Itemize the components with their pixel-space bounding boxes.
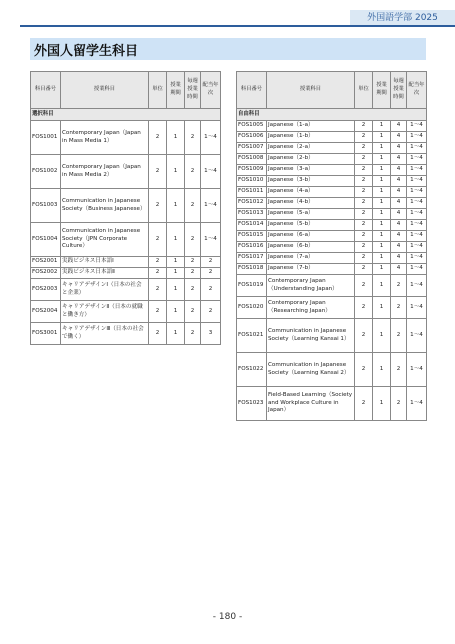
cell-year: 2 — [201, 268, 221, 279]
page-number: - 180 - — [212, 612, 243, 622]
cell-credits: 2 — [149, 323, 167, 345]
cell-credits: 2 — [355, 231, 373, 242]
cell-hours: 4 — [391, 253, 407, 264]
cell-credits: 2 — [149, 279, 167, 301]
cell-code: FOS3001 — [31, 323, 61, 345]
cell-code: FOS1017 — [237, 253, 267, 264]
cell-name: Japanese（4-a） — [267, 187, 355, 198]
cell-year: 1〜4 — [407, 176, 427, 187]
cell-credits: 2 — [149, 155, 167, 189]
cell-code: FOS1012 — [237, 198, 267, 209]
cell-year: 1〜4 — [407, 264, 427, 275]
table-row — [31, 257, 221, 268]
cell-hours: 4 — [391, 165, 407, 176]
cell-name: Communication in Japanese Society（Learning Kansai 1） — [267, 319, 355, 353]
cell-term: 1 — [167, 155, 185, 189]
cell-code: FOS1018 — [237, 264, 267, 275]
cell-hours: 2 — [391, 353, 407, 387]
cell-year: 1〜4 — [407, 353, 427, 387]
cell-code: FOS1019 — [237, 275, 267, 297]
table-row — [237, 353, 427, 387]
cell-term: 1 — [167, 279, 185, 301]
col-code-header: 科目番号 — [237, 72, 267, 109]
cell-name: Japanese（2-b） — [267, 154, 355, 165]
cell-code: FOS1010 — [237, 176, 267, 187]
cell-code: FOS2004 — [31, 301, 61, 323]
cell-code: FOS1020 — [237, 297, 267, 319]
cell-credits: 2 — [355, 275, 373, 297]
cell-year: 1〜4 — [407, 275, 427, 297]
cell-name: キャリアデザインⅡ（日本の就職と働き方） — [61, 301, 149, 323]
cell-term: 1 — [167, 323, 185, 345]
cell-code: FOS1009 — [237, 165, 267, 176]
cell-year: 1〜4 — [407, 231, 427, 242]
cell-name: Japanese（2-a） — [267, 143, 355, 154]
cell-code: FOS1023 — [237, 387, 267, 421]
cell-term: 1 — [167, 257, 185, 268]
cell-name: Japanese（6-a） — [267, 231, 355, 242]
table-row — [31, 121, 221, 155]
table-row — [237, 242, 427, 253]
cell-name: Contemporary Japan（Understanding Japan） — [267, 275, 355, 297]
elective-courses-table — [30, 71, 221, 345]
table-row — [237, 297, 427, 319]
cell-code: FOS1014 — [237, 220, 267, 231]
table-row — [237, 319, 427, 353]
cell-credits: 2 — [355, 253, 373, 264]
cell-year: 1〜4 — [407, 220, 427, 231]
cell-credits: 2 — [149, 301, 167, 323]
cell-name: Japanese（5-a） — [267, 209, 355, 220]
cell-code: FOS1011 — [237, 187, 267, 198]
cell-code: FOS1005 — [237, 121, 267, 132]
cell-hours: 4 — [391, 143, 407, 154]
cell-credits: 2 — [355, 165, 373, 176]
cell-year: 1〜4 — [407, 143, 427, 154]
cell-year: 1〜4 — [407, 187, 427, 198]
cell-year: 1〜4 — [407, 198, 427, 209]
cell-term: 1 — [373, 165, 391, 176]
cell-credits: 2 — [149, 189, 167, 223]
table-header-row — [237, 72, 427, 109]
cell-term: 1 — [167, 268, 185, 279]
cell-term: 1 — [373, 275, 391, 297]
cell-year: 1〜4 — [201, 189, 221, 223]
cell-hours: 4 — [391, 264, 407, 275]
cell-credits: 2 — [355, 132, 373, 143]
cell-code: FOS1021 — [237, 319, 267, 353]
cell-year: 2 — [201, 257, 221, 268]
cell-name: Japanese（7-a） — [267, 253, 355, 264]
cell-name: Japanese（3-b） — [267, 176, 355, 187]
cell-code: FOS1015 — [237, 231, 267, 242]
col-hours-header: 毎週授業時間 — [391, 72, 407, 109]
cell-term: 1 — [167, 301, 185, 323]
cell-term: 1 — [373, 231, 391, 242]
cell-credits: 2 — [355, 353, 373, 387]
cell-year: 1〜4 — [407, 209, 427, 220]
cell-name: Japanese（1-b） — [267, 132, 355, 143]
cell-term: 1 — [167, 189, 185, 223]
table-row — [237, 209, 427, 220]
cell-term: 1 — [373, 242, 391, 253]
cell-hours: 4 — [391, 154, 407, 165]
cell-term: 1 — [373, 353, 391, 387]
free-courses-table — [236, 71, 427, 421]
cell-term: 1 — [167, 121, 185, 155]
cell-hours: 2 — [391, 319, 407, 353]
cell-hours: 4 — [391, 176, 407, 187]
cell-year: 3 — [201, 323, 221, 345]
cell-hours: 2 — [185, 155, 201, 189]
faculty-year-tab: 外国語学部 2025 — [350, 10, 455, 27]
section-label: 自由科目 — [237, 109, 427, 121]
table-header-row — [31, 72, 221, 109]
cell-term: 1 — [373, 176, 391, 187]
cell-year: 1〜4 — [407, 165, 427, 176]
table-row — [237, 143, 427, 154]
cell-name: Japanese（7-b） — [267, 264, 355, 275]
cell-year: 1〜4 — [407, 121, 427, 132]
cell-term: 1 — [373, 319, 391, 353]
cell-term: 1 — [373, 187, 391, 198]
cell-hours: 2 — [185, 257, 201, 268]
cell-name: 実践ビジネス日本語Ⅱ — [61, 268, 149, 279]
cell-name: Communication in Japanese Society（Learning Kansai 2） — [267, 353, 355, 387]
cell-credits: 2 — [355, 176, 373, 187]
col-credits-header: 単位 — [149, 72, 167, 109]
table-row — [237, 231, 427, 242]
col-hours-header: 毎週授業時間 — [185, 72, 201, 109]
cell-hours: 4 — [391, 121, 407, 132]
cell-hours: 2 — [185, 279, 201, 301]
cell-year: 1〜4 — [407, 387, 427, 421]
col-name-header: 授業科目 — [61, 72, 149, 109]
table-row — [237, 264, 427, 275]
table-row — [31, 301, 221, 323]
cell-name: Japanese（1-a） — [267, 121, 355, 132]
cell-name: Japanese（3-a） — [267, 165, 355, 176]
cell-code: FOS1007 — [237, 143, 267, 154]
cell-name: Communication in Japanese Society（Business Japanese） — [61, 189, 149, 223]
cell-hours: 2 — [391, 275, 407, 297]
cell-credits: 2 — [355, 387, 373, 421]
table-row — [237, 154, 427, 165]
cell-year: 2 — [201, 279, 221, 301]
cell-hours: 4 — [391, 187, 407, 198]
cell-year: 1〜4 — [407, 242, 427, 253]
cell-year: 2 — [201, 301, 221, 323]
cell-name: Japanese（5-b） — [267, 220, 355, 231]
cell-credits: 2 — [355, 209, 373, 220]
cell-credits: 2 — [355, 242, 373, 253]
cell-code: FOS2001 — [31, 257, 61, 268]
cell-term: 1 — [373, 387, 391, 421]
cell-term: 1 — [373, 297, 391, 319]
table-row — [237, 121, 427, 132]
cell-code: FOS1022 — [237, 353, 267, 387]
cell-credits: 2 — [355, 121, 373, 132]
table-row — [31, 223, 221, 257]
cell-year: 1〜4 — [407, 132, 427, 143]
cell-name: Contemporary Japan（Japan in Mass Media 1） — [61, 121, 149, 155]
cell-credits: 2 — [355, 154, 373, 165]
table-row — [237, 176, 427, 187]
cell-credits: 2 — [149, 257, 167, 268]
cell-code: FOS1004 — [31, 223, 61, 257]
table-row — [237, 275, 427, 297]
cell-name: Communication in Japanese Society（JPN Corporate Culture） — [61, 223, 149, 257]
cell-term: 1 — [373, 209, 391, 220]
col-code-header: 科目番号 — [31, 72, 61, 109]
cell-credits: 2 — [355, 319, 373, 353]
cell-name: 実践ビジネス日本語Ⅰ — [61, 257, 149, 268]
cell-code: FOS2003 — [31, 279, 61, 301]
cell-code: FOS1016 — [237, 242, 267, 253]
table-row — [31, 268, 221, 279]
table-row — [237, 132, 427, 143]
col-credits-header: 単位 — [355, 72, 373, 109]
cell-term: 1 — [373, 154, 391, 165]
header-rule — [20, 25, 455, 27]
cell-hours: 4 — [391, 231, 407, 242]
cell-credits: 2 — [355, 220, 373, 231]
cell-name: Field-Based Learning（Society and Workplace Culture in Japan） — [267, 387, 355, 421]
cell-credits: 2 — [355, 264, 373, 275]
col-name-header: 授業科目 — [267, 72, 355, 109]
cell-name: Japanese（4-b） — [267, 198, 355, 209]
page-title: 外国人留学生科目 — [34, 44, 139, 59]
cell-name: キャリアデザインⅠ（日本の社会と企業） — [61, 279, 149, 301]
cell-hours: 2 — [185, 268, 201, 279]
cell-year: 1〜4 — [201, 155, 221, 189]
cell-credits: 2 — [355, 187, 373, 198]
cell-term: 1 — [373, 253, 391, 264]
table-row — [31, 155, 221, 189]
cell-name: Japanese（6-b） — [267, 242, 355, 253]
cell-credits: 2 — [149, 268, 167, 279]
cell-year: 1〜4 — [407, 297, 427, 319]
cell-year: 1〜4 — [407, 319, 427, 353]
cell-credits: 2 — [149, 223, 167, 257]
cell-credits: 2 — [355, 297, 373, 319]
cell-name: Contemporary Japan（Researching Japan） — [267, 297, 355, 319]
cell-term: 1 — [373, 198, 391, 209]
cell-hours: 2 — [185, 301, 201, 323]
cell-term: 1 — [373, 220, 391, 231]
table-row — [237, 220, 427, 231]
cell-year: 1〜4 — [407, 253, 427, 264]
cell-credits: 2 — [149, 121, 167, 155]
cell-hours: 4 — [391, 198, 407, 209]
cell-code: FOS1006 — [237, 132, 267, 143]
cell-hours: 2 — [185, 323, 201, 345]
cell-hours: 4 — [391, 220, 407, 231]
cell-hours: 2 — [185, 189, 201, 223]
cell-hours: 4 — [391, 242, 407, 253]
cell-code: FOS1003 — [31, 189, 61, 223]
cell-hours: 2 — [391, 387, 407, 421]
col-term-header: 授業期間 — [167, 72, 185, 109]
cell-term: 1 — [373, 121, 391, 132]
cell-credits: 2 — [355, 143, 373, 154]
cell-hours: 2 — [185, 223, 201, 257]
col-year-header: 配当年次 — [201, 72, 221, 109]
cell-code: FOS1013 — [237, 209, 267, 220]
cell-hours: 2 — [391, 297, 407, 319]
cell-name: キャリアデザインⅢ（日本の社会で働く） — [61, 323, 149, 345]
cell-code: FOS1002 — [31, 155, 61, 189]
cell-hours: 4 — [391, 132, 407, 143]
section-title-band — [30, 38, 426, 60]
table-row — [31, 279, 221, 301]
cell-term: 1 — [167, 223, 185, 257]
cell-hours: 4 — [391, 209, 407, 220]
cell-term: 1 — [373, 264, 391, 275]
cell-name: Contemporary Japan（Japan in Mass Media 2） — [61, 155, 149, 189]
cell-code: FOS1008 — [237, 154, 267, 165]
table-row — [237, 387, 427, 421]
table-row — [237, 187, 427, 198]
cell-code: FOS1001 — [31, 121, 61, 155]
cell-code: FOS2002 — [31, 268, 61, 279]
col-year-header: 配当年次 — [407, 72, 427, 109]
table-row — [237, 198, 427, 209]
table-row — [237, 253, 427, 264]
col-term-header: 授業期間 — [373, 72, 391, 109]
cell-year: 1〜4 — [201, 121, 221, 155]
table-row — [237, 165, 427, 176]
cell-term: 1 — [373, 132, 391, 143]
table-row — [31, 189, 221, 223]
cell-year: 1〜4 — [407, 154, 427, 165]
table-row — [31, 323, 221, 345]
cell-term: 1 — [373, 143, 391, 154]
section-label: 選択科目 — [31, 109, 221, 121]
cell-year: 1〜4 — [201, 223, 221, 257]
cell-hours: 2 — [185, 121, 201, 155]
cell-credits: 2 — [355, 198, 373, 209]
